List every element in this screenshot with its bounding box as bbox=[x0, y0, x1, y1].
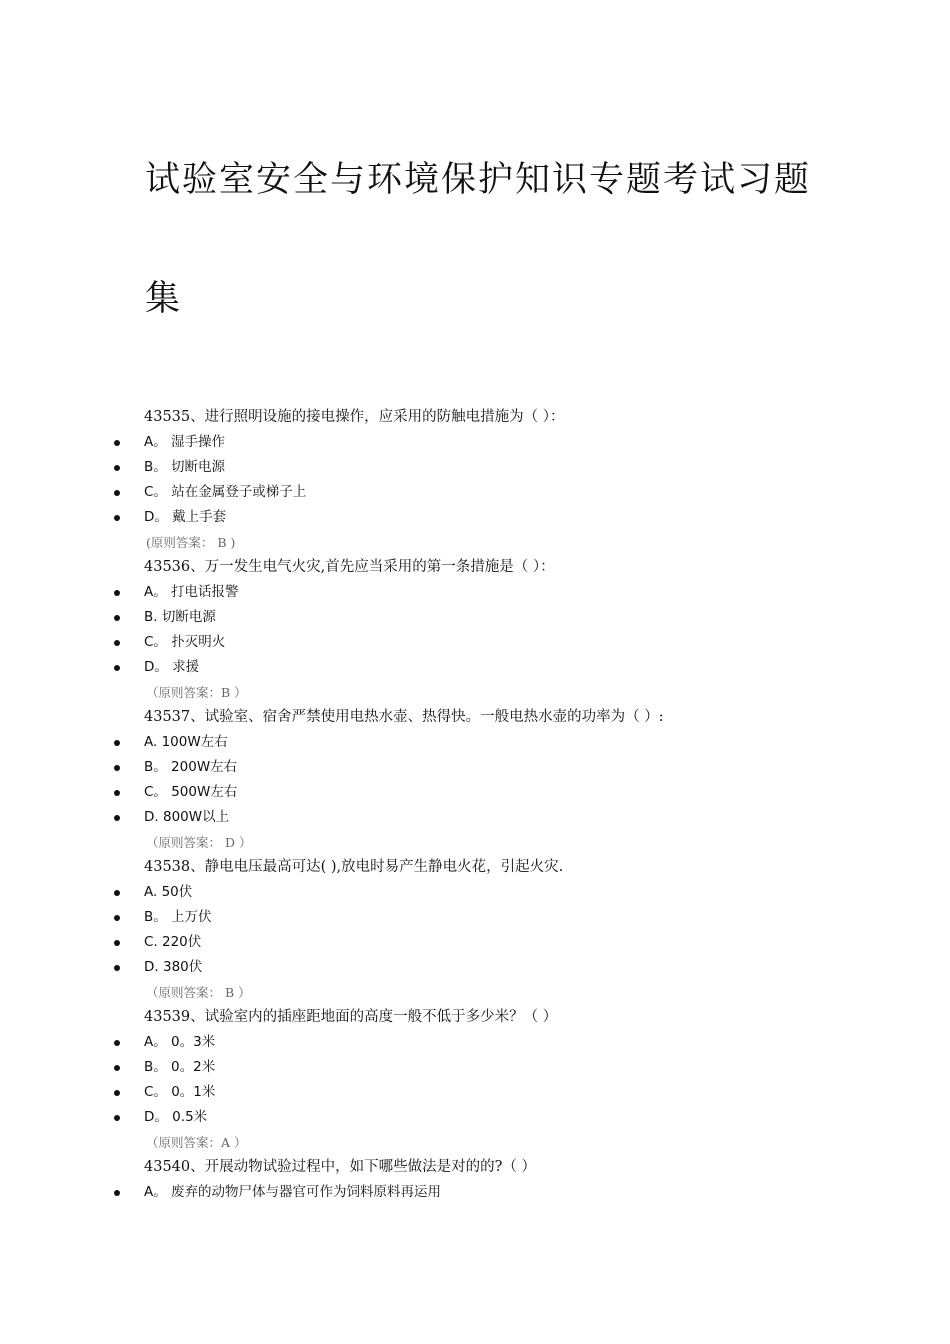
bullet-icon bbox=[114, 790, 120, 796]
option-label: B。 切断电源 bbox=[144, 459, 226, 475]
bullet-icon bbox=[114, 615, 120, 621]
question-block bbox=[0, 405, 950, 555]
option-label: A。 0。3米 bbox=[144, 1034, 216, 1050]
question-block bbox=[0, 1155, 950, 1205]
standard-answer: (原则答案： B ) bbox=[146, 535, 236, 550]
option-label: C。 站在金属登子或梯子上 bbox=[144, 484, 307, 500]
question-text: 43537、试验室、宿舍严禁使用电热水壶、热得快。一般电热水壶的功率为（ ）: bbox=[144, 709, 664, 725]
bullet-icon bbox=[114, 915, 120, 921]
document-title-line-1: 试验室安全与环境保护知识专题考试习题 bbox=[145, 160, 812, 200]
option-label: C。 500W左右 bbox=[144, 784, 238, 800]
option-label: D。 求援 bbox=[144, 659, 200, 675]
bullet-icon bbox=[114, 665, 120, 671]
question-text: 43538、静电电压最高可达( ),放电时易产生静电火花，引起火灾. bbox=[144, 859, 564, 875]
option-label: D。 0.5米 bbox=[144, 1109, 208, 1125]
bullet-icon bbox=[114, 465, 120, 471]
answer-option bbox=[0, 1055, 950, 1080]
answer-option bbox=[0, 880, 950, 905]
option-label: D。 戴上手套 bbox=[144, 509, 227, 525]
standard-answer: （原则答案： B ） bbox=[146, 985, 251, 1000]
answer-option bbox=[0, 655, 950, 680]
bullet-icon bbox=[114, 1065, 120, 1071]
bullet-icon bbox=[114, 1190, 120, 1196]
answer-option bbox=[0, 1180, 950, 1205]
option-label: B。 0。2米 bbox=[144, 1059, 216, 1075]
answer-option bbox=[0, 430, 950, 455]
option-label: C。 扑灭明火 bbox=[144, 634, 226, 650]
answer-option bbox=[0, 730, 950, 755]
answer-option bbox=[0, 1105, 950, 1130]
bullet-icon bbox=[114, 890, 120, 896]
answer-option bbox=[0, 1030, 950, 1055]
answer-option bbox=[0, 930, 950, 955]
answer-option bbox=[0, 905, 950, 930]
question-text: 43536、万一发生电气火灾,首先应当采用的第一条措施是（ ）： bbox=[144, 559, 555, 575]
question-text: 43540、开展动物试验过程中，如下哪些做法是对的的?（ ） bbox=[144, 1159, 537, 1175]
question-list bbox=[0, 405, 950, 1205]
bullet-icon bbox=[114, 515, 120, 521]
question-text: 43535、进行照明设施的接电操作，应采用的防触电措施为（ ）： bbox=[144, 409, 565, 425]
option-label: B。 上万伏 bbox=[144, 909, 212, 925]
answer-option bbox=[0, 605, 950, 630]
standard-answer: （原则答案： D ） bbox=[146, 835, 252, 850]
bullet-icon bbox=[114, 965, 120, 971]
option-label: C. 220伏 bbox=[144, 934, 202, 950]
option-label: A。 打电话报警 bbox=[144, 584, 239, 600]
bullet-icon bbox=[114, 1040, 120, 1046]
bullet-icon bbox=[114, 815, 120, 821]
answer-option bbox=[0, 630, 950, 655]
bullet-icon bbox=[114, 940, 120, 946]
question-block bbox=[0, 1005, 950, 1155]
option-label: D. 380伏 bbox=[144, 959, 203, 975]
bullet-icon bbox=[114, 1090, 120, 1096]
option-label: C。 0。1米 bbox=[144, 1084, 216, 1100]
bullet-icon bbox=[114, 640, 120, 646]
answer-option bbox=[0, 455, 950, 480]
option-label: D. 800W以上 bbox=[144, 809, 230, 825]
option-label: B。 200W左右 bbox=[144, 759, 238, 775]
bullet-icon bbox=[114, 1115, 120, 1121]
answer-option bbox=[0, 755, 950, 780]
question-block bbox=[0, 705, 950, 855]
question-text: 43539、试验室内的插座距地面的高度一般不低于多少米？（ ） bbox=[144, 1009, 558, 1025]
answer-option bbox=[0, 805, 950, 830]
document-title-line-2: 集 bbox=[145, 279, 183, 319]
standard-answer: （原则答案：A ） bbox=[146, 1135, 247, 1150]
bullet-icon bbox=[114, 490, 120, 496]
option-label: A. 100W左右 bbox=[144, 734, 228, 750]
answer-option bbox=[0, 780, 950, 805]
option-label: B. 切断电源 bbox=[144, 609, 216, 625]
bullet-icon bbox=[114, 590, 120, 596]
option-label: A。 废弃的动物尸体与器官可作为饲料原料再运用 bbox=[144, 1184, 442, 1200]
answer-option bbox=[0, 955, 950, 980]
answer-option bbox=[0, 1080, 950, 1105]
answer-option bbox=[0, 580, 950, 605]
bullet-icon bbox=[114, 765, 120, 771]
bullet-icon bbox=[114, 440, 120, 446]
bullet-icon bbox=[114, 740, 120, 746]
standard-answer: （原则答案：B ） bbox=[146, 685, 247, 700]
question-block bbox=[0, 555, 950, 705]
answer-option bbox=[0, 480, 950, 505]
answer-option bbox=[0, 505, 950, 530]
question-block bbox=[0, 855, 950, 1005]
option-label: A。 湿手操作 bbox=[144, 434, 226, 450]
option-label: A. 50伏 bbox=[144, 884, 193, 900]
